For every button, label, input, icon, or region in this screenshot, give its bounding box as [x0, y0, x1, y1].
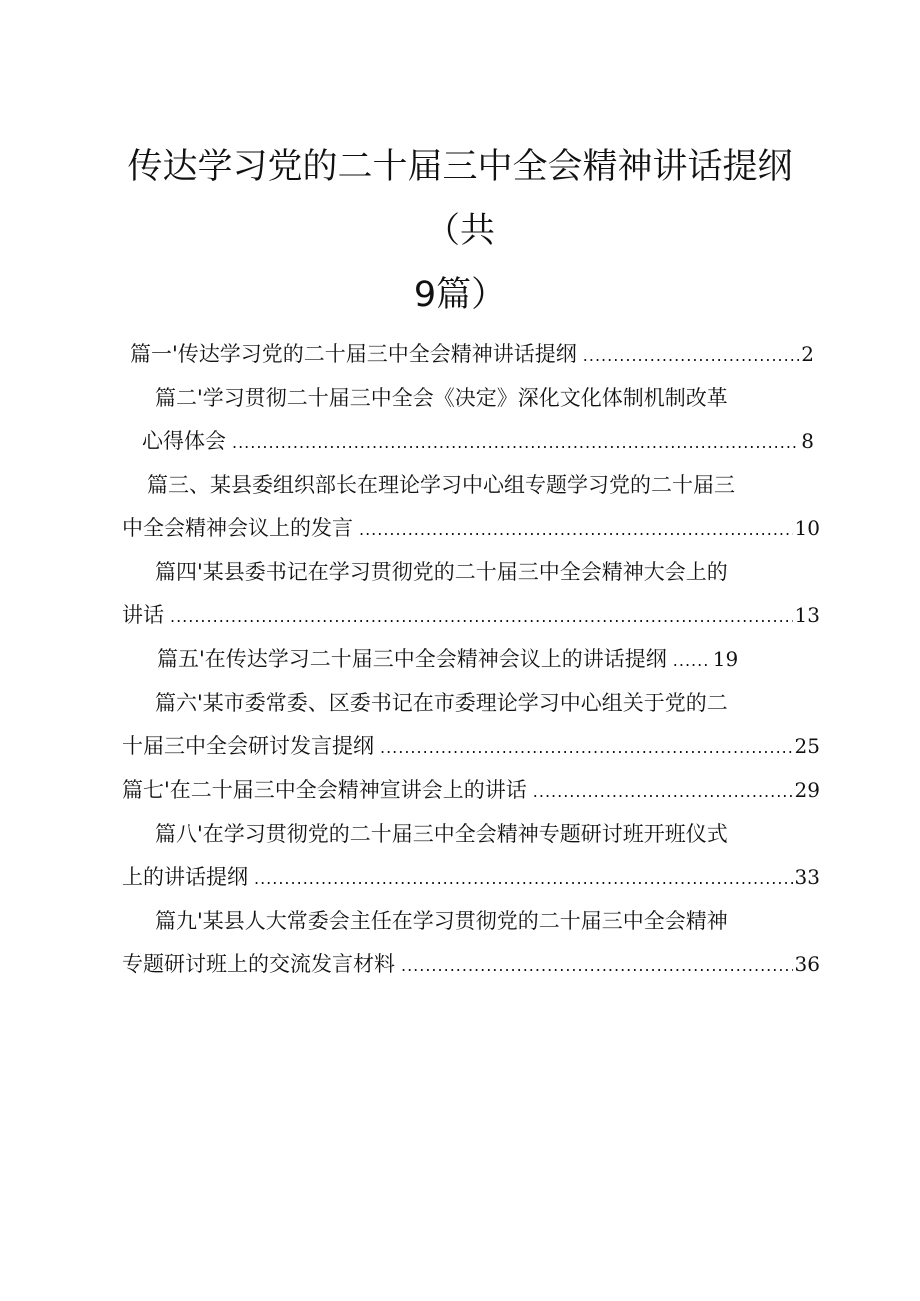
toc-entry-7[interactable] — [122, 769, 820, 813]
toc-leader-dots — [673, 639, 711, 682]
toc-entry-6-title: 篇六'某市委常委、区委书记在市委理论学习中心组关于党的二 — [155, 691, 728, 715]
document-title — [100, 135, 820, 327]
toc-entry-9[interactable] — [122, 900, 820, 987]
toc-entry-5-page: 19 — [712, 647, 739, 671]
title-line-1: 传达学习党的二十届三中全会精神讲话提纲（共 — [127, 147, 793, 251]
toc-leader-dots — [583, 334, 799, 377]
title-line-2: 9篇） — [413, 275, 507, 315]
toc-entry-8-page: 33 — [794, 865, 820, 889]
toc-entry-1[interactable] — [122, 333, 820, 377]
toc-entry-8-title: 篇八'在学习贯彻党的二十届三中全会精神专题研讨班开班仪式 — [155, 822, 728, 846]
toc-entry-4-page: 13 — [794, 603, 820, 627]
toc-entry-5[interactable] — [122, 638, 820, 682]
toc-entry-3-text: 中全会精神会议上的发言 — [122, 516, 353, 540]
toc-entry-7-page: 29 — [794, 778, 820, 802]
table-of-contents — [122, 333, 820, 987]
toc-entry-6-text: 十届三中全会研讨发言提纲 — [122, 734, 374, 758]
toc-entry-9-title: 篇九'某县人大常委会主任在学习贯彻党的二十届三中全会精神 — [155, 909, 728, 933]
toc-leader-dots — [170, 595, 793, 638]
toc-leader-dots — [359, 508, 793, 551]
toc-entry-8[interactable] — [122, 813, 820, 900]
toc-entry-8-text: 上的讲话提纲 — [122, 865, 248, 889]
toc-entry-4-text: 讲话 — [122, 603, 164, 627]
toc-entry-3-title: 篇三、某县委组织部长在理论学习中心组专题学习党的二十届三 — [147, 473, 735, 497]
toc-entry-2[interactable] — [122, 377, 820, 464]
toc-leader-dots — [533, 770, 793, 813]
toc-leader-dots — [232, 421, 799, 464]
toc-entry-1-text: 篇一'传达学习党的二十届三中全会精神讲话提纲 — [130, 342, 577, 366]
toc-entry-9-text: 专题研讨班上的交流发言材料 — [122, 952, 395, 976]
toc-entry-6[interactable] — [122, 682, 820, 769]
toc-entry-3-page: 10 — [794, 516, 820, 540]
toc-leader-dots — [254, 857, 793, 900]
toc-entry-2-title: 篇二'学习贯彻二十届三中全会《决定》深化文化体制机制改革 — [155, 386, 728, 410]
toc-leader-dots — [380, 726, 793, 769]
toc-entry-3[interactable] — [122, 464, 820, 551]
toc-entry-9-page: 36 — [794, 952, 820, 976]
toc-entry-5-text: 篇五'在传达学习二十届三中全会精神会议上的讲话提纲 — [157, 647, 667, 671]
toc-entry-2-page: 8 — [801, 429, 814, 453]
toc-entry-2-text: 心得体会 — [142, 429, 226, 453]
toc-entry-4[interactable] — [122, 551, 820, 638]
toc-entry-1-page: 2 — [801, 342, 814, 366]
toc-entry-7-text: 篇七'在二十届三中全会精神宣讲会上的讲话 — [122, 778, 527, 802]
toc-entry-4-title: 篇四'某县委书记在学习贯彻党的二十届三中全会精神大会上的 — [155, 560, 728, 584]
toc-leader-dots — [401, 944, 793, 987]
toc-entry-6-page: 25 — [794, 734, 820, 758]
